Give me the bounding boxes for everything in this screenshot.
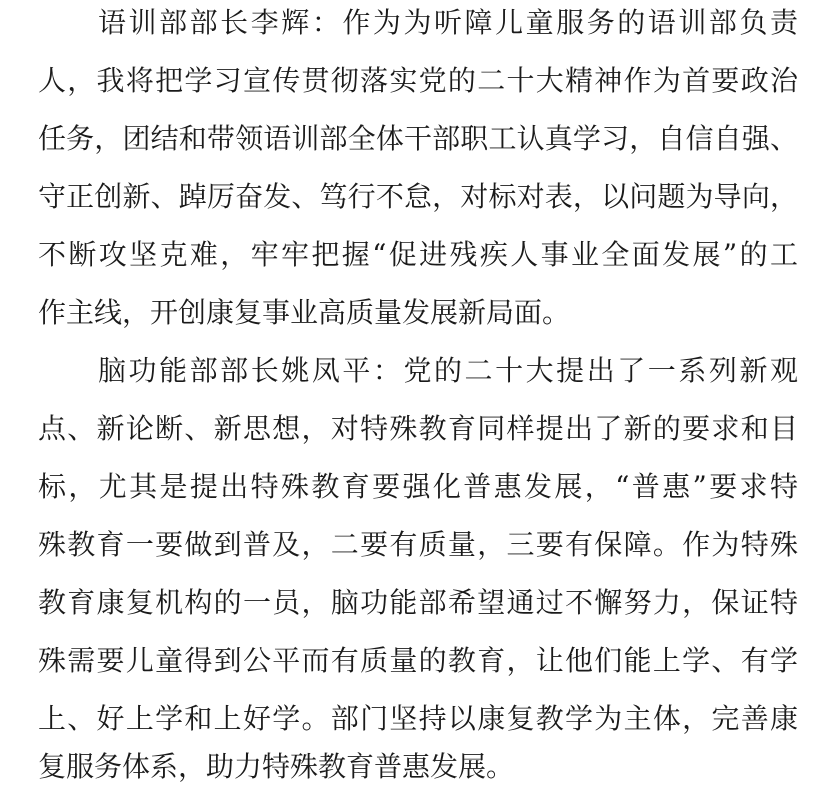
text-line: 殊需要儿童得到公平而有质量的教育，让他们能上学、有学 xyxy=(38,644,798,677)
text-line: 守正创新、踔厉奋发、笃行不怠，对标对表，以问题为导向， xyxy=(38,180,798,213)
text-line: 不断攻坚克难，牢牢把握“促进残疾人事业全面发展”的工 xyxy=(38,238,798,271)
text-line: 脑功能部部长姚凤平：党的二十大提出了一系列新观 xyxy=(98,354,798,387)
text-line: 任务，团结和带领语训部全体干部职工认真学习，自信自强、 xyxy=(38,122,798,155)
text-line: 语训部部长李辉：作为为听障儿童服务的语训部负责 xyxy=(98,6,798,39)
text-line: 点、新论断、新思想，对特殊教育同样提出了新的要求和目 xyxy=(38,412,798,445)
text-line: 作主线，开创康复事业高质量发展新局面。 xyxy=(38,296,571,329)
text-line: 标，尤其是提出特殊教育要强化普惠发展，“普惠”要求特 xyxy=(38,470,798,503)
text-line: 教育康复机构的一员，脑功能部希望通过不懈努力，保证特 xyxy=(38,586,798,619)
text-line: 人，我将把学习宣传贯彻落实党的二十大精神作为首要政治 xyxy=(38,64,798,97)
text-line: 复服务体系，助力特殊教育普惠发展。 xyxy=(38,750,515,783)
text-line: 上、好上学和上好学。部门坚持以康复教学为主体，完善康 xyxy=(38,702,798,735)
text-line: 殊教育一要做到普及，二要有质量，三要有保障。作为特殊 xyxy=(38,528,798,561)
